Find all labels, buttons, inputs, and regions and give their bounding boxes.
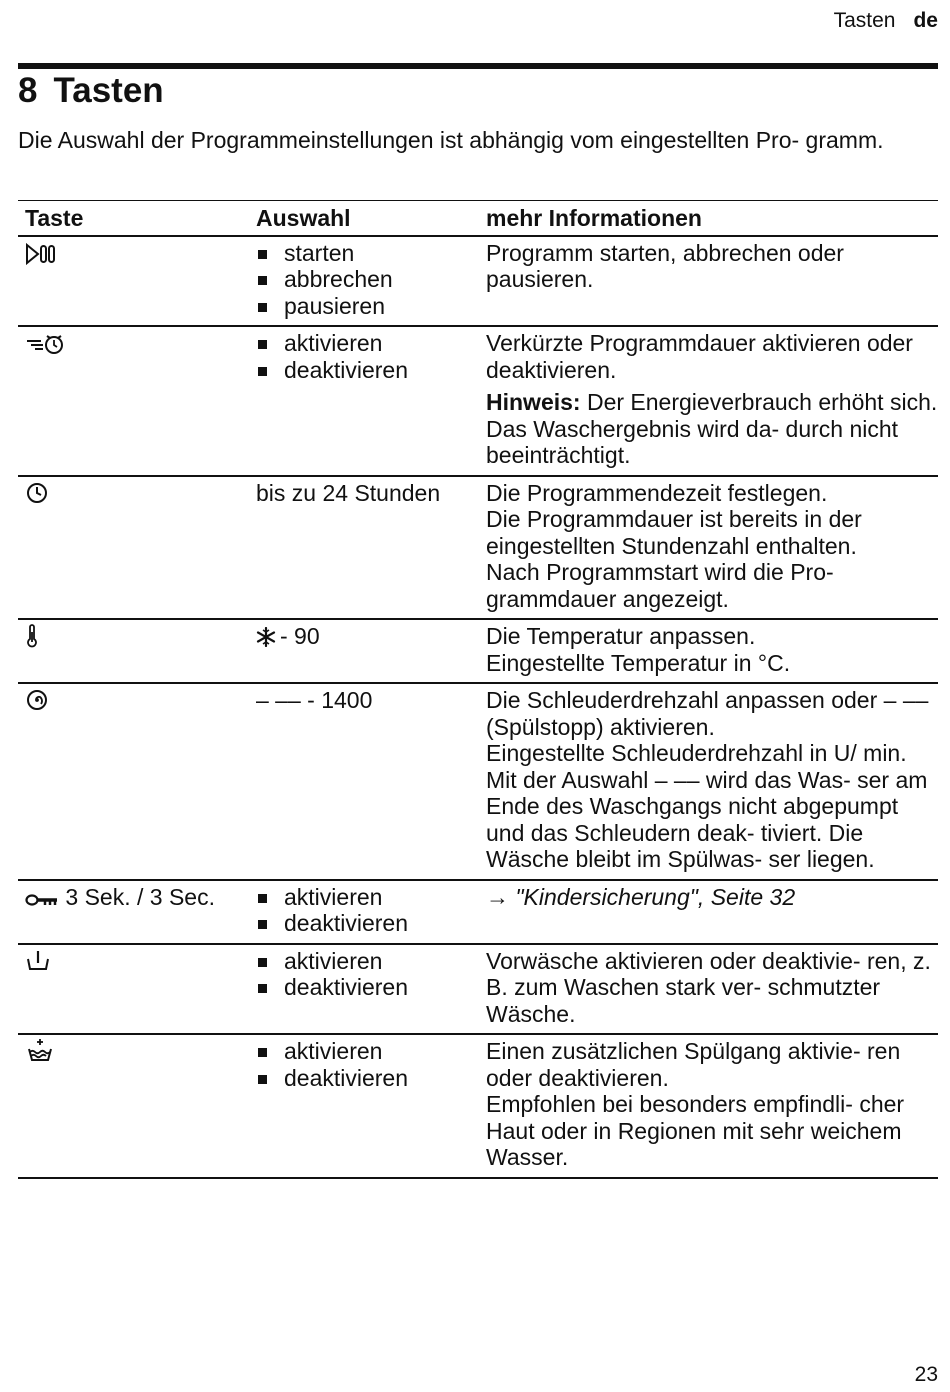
info-cell <box>479 683 938 880</box>
column-header-taste: Taste <box>18 201 249 236</box>
info-cell <box>479 476 938 620</box>
selection-text: bis zu 24 Stunden <box>256 479 441 506</box>
info-text: Vorwäsche aktivieren oder deaktivie- ren, z. B. zum Waschen stark ver- schmutzter Wäsche. <box>486 947 931 1027</box>
running-head <box>834 8 938 34</box>
list-item: deaktivieren <box>256 1065 479 1092</box>
list-item: deaktivieren <box>256 910 479 937</box>
selection-list <box>256 884 479 937</box>
cross-reference-link[interactable]: "Kindersicherung", Seite 32 <box>515 883 796 910</box>
info-text: Eingestellte Temperatur in °C. <box>486 649 791 676</box>
list-item: abbrechen <box>256 266 479 293</box>
list-item: starten <box>256 240 479 267</box>
info-text: Verkürzte Programmdauer aktivieren oder deaktivieren. <box>486 330 913 383</box>
key-icon <box>25 891 59 909</box>
spin-icon <box>25 688 49 712</box>
page-number: 23 <box>914 1363 938 1386</box>
table-row <box>18 236 938 327</box>
info-cell <box>479 880 938 944</box>
selection-text: – –– - 1400 <box>256 687 373 713</box>
start-pause-icon <box>25 243 59 265</box>
selection-cell <box>249 619 479 683</box>
selection-cell <box>249 326 479 476</box>
clock-icon <box>25 481 49 505</box>
table-row <box>18 326 938 476</box>
note-label: Hinweis: <box>486 389 581 415</box>
key-cell <box>18 880 249 944</box>
info-text: Einen zusätzlichen Spülgang aktivie- ren oder deaktivieren. <box>486 1038 901 1091</box>
table-row <box>18 619 938 683</box>
note <box>486 389 938 469</box>
key-cell <box>18 683 249 880</box>
info-text: Nach Programmstart wird die Pro- grammdauer angezeigt. <box>486 559 834 612</box>
speed-alarm-icon <box>25 333 67 355</box>
selection-cell <box>249 683 479 880</box>
info-text: Die Programmdauer ist bereits in der eingestellten Stundenzahl enthalten. <box>486 506 862 559</box>
key-cell <box>18 1034 249 1178</box>
table-row <box>18 880 938 944</box>
info-text: Eingestellte Schleuderdrehzahl in U/ min. <box>486 740 907 766</box>
selection-list <box>256 948 479 1001</box>
key-cell <box>18 476 249 620</box>
column-header-info: mehr Informationen <box>479 201 938 236</box>
info-text: Die Temperatur anpassen. <box>486 623 756 649</box>
info-cell <box>479 1034 938 1178</box>
chapter-title: Tasten <box>53 71 164 110</box>
table-row <box>18 476 938 620</box>
column-header-auswahl: Auswahl <box>249 201 479 236</box>
list-item: pausieren <box>256 293 479 320</box>
info-cell <box>479 619 938 683</box>
selection-list <box>256 240 479 320</box>
selection-cell <box>249 476 479 620</box>
info-text: Die Programmendezeit festlegen. <box>486 479 828 506</box>
table-row <box>18 683 938 880</box>
selection-cell <box>249 236 479 327</box>
key-cell <box>18 944 249 1035</box>
arrow-right-icon: → <box>486 883 509 910</box>
info-text: Mit der Auswahl – –– wird das Was- ser am Ende des Waschgangs nicht abgepumpt und das Schleudern deak- tiviert. Die Wäsche bleibt im Spülwas- ser liegen. <box>486 766 928 872</box>
selection-cell <box>249 944 479 1035</box>
intro-paragraph: Die Auswahl der Programmeinstellungen ist abhängig vom eingestellten Pro- gramm. <box>18 127 884 153</box>
extra-rinse-icon <box>25 1038 55 1064</box>
page-title <box>18 70 164 112</box>
info-cell <box>479 236 938 327</box>
table-row <box>18 944 938 1035</box>
selection-text: - 90 <box>280 623 320 649</box>
prewash-icon <box>25 949 51 973</box>
table-header-row <box>18 201 938 236</box>
keys-table <box>18 200 938 1179</box>
list-item: aktivieren <box>256 948 479 975</box>
list-item: aktivieren <box>256 1038 479 1065</box>
info-text: Empfohlen bei besonders empfindli- cher Haut oder in Regionen mit sehr weichem Wasser. <box>486 1091 905 1170</box>
info-text: Die Schleuderdrehzahl anpassen oder – –– (Spülstopp) aktivieren. <box>486 687 929 740</box>
list-item: deaktivieren <box>256 357 479 384</box>
table-row <box>18 1034 938 1178</box>
snowflake-icon <box>256 626 276 653</box>
thermometer-icon <box>25 624 39 648</box>
selection-cell <box>249 880 479 944</box>
running-head-language: de <box>913 9 938 32</box>
list-item: aktivieren <box>256 330 479 357</box>
info-cell <box>479 326 938 476</box>
info-cell <box>479 944 938 1035</box>
note-text: Der Energieverbrauch erhöht sich. Das Waschergebnis wird da- durch nicht beeinträchtigt. <box>486 389 938 468</box>
cross-reference[interactable] <box>486 884 938 911</box>
key-cell <box>18 326 249 476</box>
running-head-section: Tasten <box>833 9 896 32</box>
top-rule <box>18 63 938 69</box>
list-item: deaktivieren <box>256 974 479 1001</box>
selection-list <box>256 1038 479 1091</box>
selection-cell <box>249 1034 479 1178</box>
key-hold-duration: 3 Sek. / 3 Sec. <box>65 883 215 910</box>
info-text: Programm starten, abbrechen oder pausieren. <box>486 239 844 292</box>
chapter-number: 8 <box>18 71 38 110</box>
key-cell <box>18 236 249 327</box>
list-item: aktivieren <box>256 884 479 911</box>
selection-list <box>256 330 479 383</box>
key-cell <box>18 619 249 683</box>
